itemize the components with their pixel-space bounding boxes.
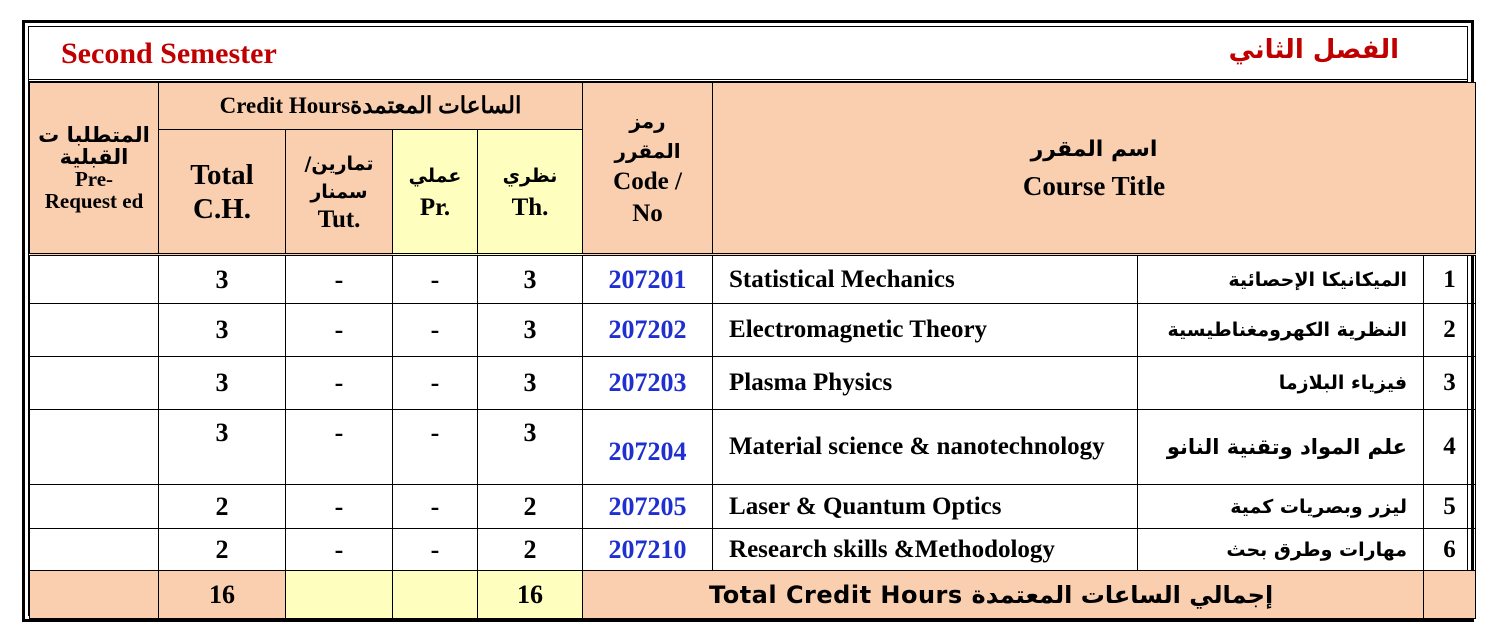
prereq-header-en: Pre-Request ed <box>44 167 144 213</box>
tut-header-ar: تمارين/ سمنار <box>304 152 374 203</box>
pr-cell: - <box>393 304 478 357</box>
total-cell: 3 <box>159 304 286 357</box>
table-row <box>30 255 1476 304</box>
total-ch-header <box>159 130 286 255</box>
prereq-cell <box>30 485 159 529</box>
course-table <box>29 82 1476 619</box>
total-cell: 2 <box>159 485 286 529</box>
table-row <box>30 304 1476 357</box>
credit-hours-label: Credit Hoursالساعات المعتمدة <box>219 93 522 118</box>
th-cell: 3 <box>478 304 583 357</box>
course-title-header-ar: اسم المقرر <box>1030 137 1158 162</box>
pr-header-en: Pr. <box>419 193 451 221</box>
tut-cell: - <box>286 304 393 357</box>
tut-cell: - <box>286 529 393 571</box>
course-code: 207201 <box>583 255 713 304</box>
th-header <box>478 130 583 255</box>
course-title-ar: علم المواد وتقنية النانو <box>1138 410 1424 485</box>
pr-header-ar: عملي <box>408 164 462 187</box>
course-title-en: Statistical Mechanics <box>713 255 1138 304</box>
totals-row <box>30 571 1476 619</box>
prereq-header <box>30 83 159 255</box>
totals-prereq-cell <box>30 571 159 619</box>
course-title-header <box>713 83 1476 255</box>
prereq-cell <box>30 357 159 410</box>
course-code: 207202 <box>583 304 713 357</box>
totals-th-cell: 16 <box>478 571 583 619</box>
th-cell: 2 <box>478 485 583 529</box>
pr-header <box>393 130 478 255</box>
prereq-header-ar: المتطلبا ت القبلية <box>38 123 150 169</box>
code-header <box>583 83 713 255</box>
code-header-en: Code / No <box>613 168 682 227</box>
course-code: 207210 <box>583 529 713 571</box>
course-title-header-en: Course Title <box>1022 171 1166 201</box>
table-row <box>30 357 1476 410</box>
th-header-ar: نظري <box>502 164 558 187</box>
credit-hours-header <box>159 83 583 130</box>
totals-index-cell <box>1424 571 1476 619</box>
totals-label <box>583 571 1424 619</box>
th-cell: 3 <box>478 255 583 304</box>
semester-title-ar: الفصل الثاني <box>1228 35 1399 65</box>
row-index: 6 <box>1424 529 1476 571</box>
course-title-ar: ليزر وبصريات كمية <box>1138 485 1424 529</box>
pr-cell: - <box>393 529 478 571</box>
tut-cell: - <box>286 357 393 410</box>
table-row <box>30 485 1476 529</box>
row-index: 1 <box>1424 255 1476 304</box>
total-cell: 3 <box>159 410 286 485</box>
pr-cell: - <box>393 485 478 529</box>
prereq-cell <box>30 304 159 357</box>
totals-pr-cell <box>393 571 478 619</box>
course-title-en: Electromagnetic Theory <box>713 304 1138 357</box>
course-title-ar: النظرية الكهرومغناطيسية <box>1138 304 1424 357</box>
tut-cell: - <box>286 485 393 529</box>
course-title-en: Laser & Quantum Optics <box>713 485 1138 529</box>
semester-table-inner <box>28 26 1468 616</box>
course-code: 207204 <box>583 410 713 485</box>
prereq-cell <box>30 255 159 304</box>
tut-cell: - <box>286 255 393 304</box>
th-cell: 3 <box>478 410 583 485</box>
th-header-en: Th. <box>511 193 549 221</box>
pr-cell: - <box>393 255 478 304</box>
row-index: 5 <box>1424 485 1476 529</box>
prereq-cell <box>30 529 159 571</box>
course-title-en: Plasma Physics <box>713 357 1138 410</box>
th-cell: 2 <box>478 529 583 571</box>
total-ch-label: Total C.H. <box>190 158 254 225</box>
table-row <box>30 410 1476 485</box>
row-index: 3 <box>1424 357 1476 410</box>
row-index: 4 <box>1424 410 1476 485</box>
th-cell: 3 <box>478 357 583 410</box>
course-title-ar: مهارات وطرق بحث <box>1138 529 1424 571</box>
pr-cell: - <box>393 410 478 485</box>
code-header-ar: رمز المقرر <box>614 109 681 163</box>
tut-header <box>286 130 393 255</box>
table-row <box>30 529 1476 571</box>
semester-title-en: Second Semester <box>61 37 277 70</box>
course-title-en: Material science & nanotechnology <box>713 410 1138 485</box>
prereq-cell <box>30 410 159 485</box>
pr-cell: - <box>393 357 478 410</box>
semester-title-bar <box>29 27 1467 82</box>
total-cell: 3 <box>159 357 286 410</box>
course-title-en: Research skills &Methodology <box>713 529 1138 571</box>
course-code: 207205 <box>583 485 713 529</box>
semester-table-frame <box>22 20 1474 622</box>
tut-cell: - <box>286 410 393 485</box>
totals-tut-cell <box>286 571 393 619</box>
totals-total-cell: 16 <box>159 571 286 619</box>
course-title-ar: فيزياء البلازما <box>1138 357 1424 410</box>
totals-label-text: Total Credit Hours إجمالي الساعات المعتمدة <box>709 581 1274 609</box>
total-cell: 3 <box>159 255 286 304</box>
row-index: 2 <box>1424 304 1476 357</box>
course-title-ar: الميكانيكا الإحصائية <box>1138 255 1424 304</box>
tut-header-en: Tut. <box>317 205 361 233</box>
total-cell: 2 <box>159 529 286 571</box>
course-code: 207203 <box>583 357 713 410</box>
